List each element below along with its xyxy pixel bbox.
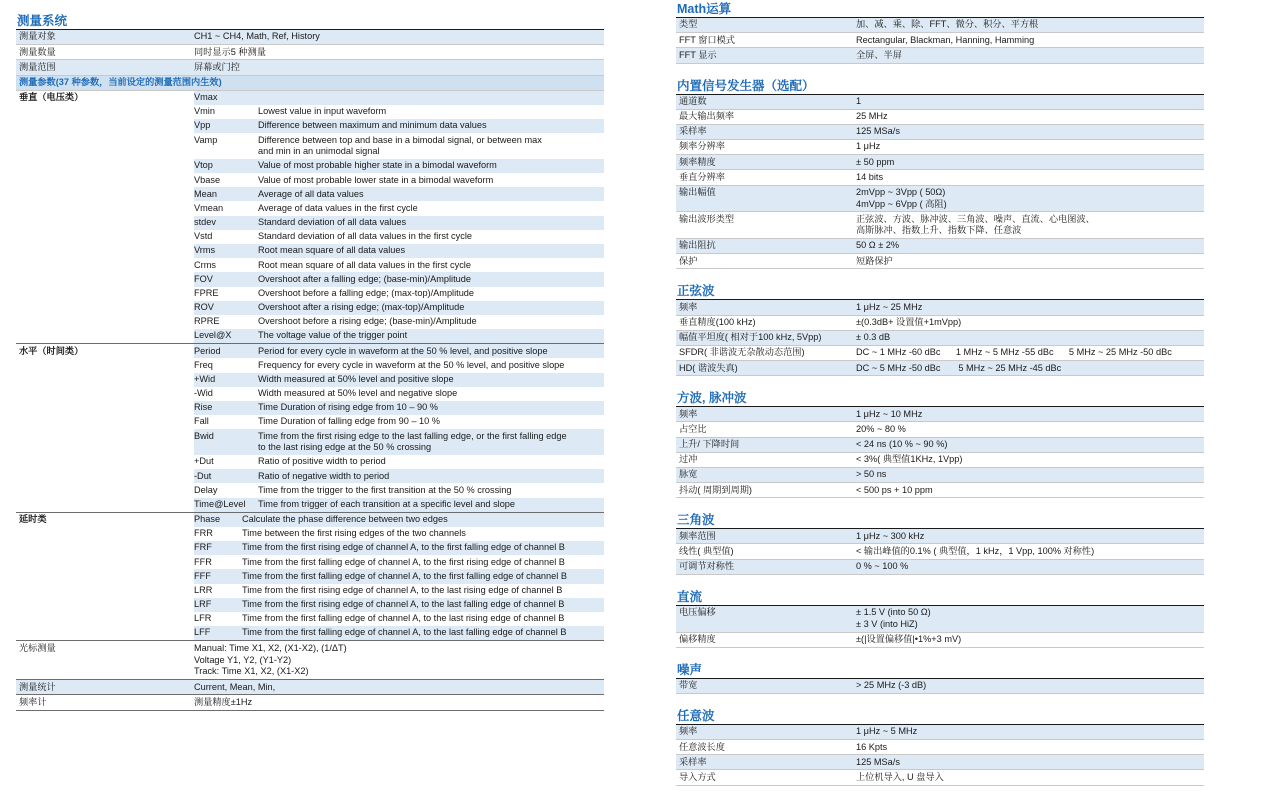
row-label: 频率精度 [679,156,716,167]
row-value: 正弦波、方波、脉冲波、三角波、噪声、直流、心电图波、 高斯脉冲、指数上升、指数下降、任意波 [856,213,1095,236]
section-gap [676,498,1204,512]
list-item [194,258,604,272]
row-value: ± 50 ppm [856,156,895,167]
list-item [194,187,604,201]
row-value: DC ~ 5 MHz -50 dBc 5 MHz ~ 25 MHz -45 dBc [856,362,1062,373]
table-row [676,529,1204,544]
param-description: Lowest value in input waveform [258,106,387,117]
row-value: 1 μHz ~ 5 MHz [856,726,918,737]
row-label: 偏移精度 [679,633,716,644]
row-label: 频率分辨率 [679,141,725,152]
table-row [676,254,1204,269]
param-description: Ratio of negative width to period [258,470,390,481]
list-item [194,483,604,497]
param-list [194,344,604,511]
param-description: The voltage value of the trigger point [258,330,408,341]
table-row [676,33,1204,48]
list-item [194,569,604,583]
table-row [676,544,1204,559]
param-name: Vmax [194,92,218,103]
param-description: Time Duration of rising edge from 10 – 90 % [258,402,438,413]
row-label: 频率 [679,408,698,419]
param-name: Vrms [194,245,216,256]
param-description: Value of most probable lower state in a bimodal waveform [258,174,494,185]
row-label: 采样率 [679,126,707,137]
measurement-params-table [16,91,604,642]
param-description: Time from the first falling edge of channel A, to the first falling edge of channel B [242,570,567,581]
row-label: 垂直分辨率 [679,171,725,182]
param-description: Average of all data values [258,188,364,199]
list-item [194,244,604,258]
row-value: 2mVpp ~ 3Vpp ( 50Ω) 4mVpp ~ 6Vpp ( 高阻) [856,186,947,209]
row-label: 测量范围 [19,61,56,72]
row-value: 同时显示5 种测量 [194,46,266,57]
param-description: Width measured at 50% level and positive slope [258,373,454,384]
param-group [16,91,604,345]
param-description: Calculate the phase difference between two edges [242,514,448,525]
row-label: 通道数 [679,95,707,106]
list-item [194,527,604,541]
row-value: ±(|设置偏移值|•1%+3 mV) [856,633,962,644]
param-description: Ratio of positive width to period [258,456,386,467]
row-value: CH1 ~ CH4, Math, Ref, History [194,31,320,42]
param-name: Rise [194,402,213,413]
param-group-name: 延时类 [19,514,47,525]
row-value: 20% ~ 80 % [856,423,906,434]
table-row [676,155,1204,170]
section-title: Math运算 [676,1,1204,18]
row-value: 上位机导入, U 盘导入 [856,771,944,782]
row-value: 16 Kpts [856,741,888,752]
param-name: stdev [194,217,216,228]
table-row [676,679,1204,694]
row-label: 测量统计 [19,681,56,692]
section-gap [676,376,1204,390]
row-label: 测量数量 [19,46,56,57]
param-name: LFF [194,627,211,638]
row-value: 测量精度±1Hz [194,696,253,707]
section-title: 直流 [676,589,1204,606]
table-row [676,755,1204,770]
row-value: > 25 MHz (-3 dB) [856,680,927,691]
list-item [194,216,604,230]
table-row [676,483,1204,498]
list-item [194,329,604,343]
table-row [676,212,1204,239]
row-value: ±(0.3dB+ 设置值+1mVpp) [856,316,962,327]
param-name: Level@X [194,330,232,341]
row-label: FFT 显示 [679,49,717,60]
param-name: FPRE [194,287,219,298]
section-gap [676,648,1204,662]
row-value: 加、减、乘、除、FFT、微分、积分、平方根 [856,19,1039,30]
param-description: Root mean square of all data values [258,245,406,256]
row-label: SFDR( 非谐波无杂散动态范围) [679,347,805,358]
list-item [194,469,604,483]
row-value: Current, Mean, Min, [194,681,276,692]
row-label: 类型 [679,19,698,30]
table-row [676,186,1204,213]
table-row [676,560,1204,575]
row-label: FFT 窗口模式 [679,34,735,45]
row-value: 25 MHz [856,111,888,122]
row-value: 屏幕或门控 [194,61,240,72]
table-row [676,422,1204,437]
spec-section [676,662,1204,694]
table-row [676,361,1204,376]
param-name: +Wid [194,373,216,384]
section-title: 内置信号发生器（选配） [676,78,1204,95]
param-name: Mean [194,188,217,199]
list-item [194,626,604,640]
row-label: HD( 谐波失真) [679,362,738,373]
param-description: Standard deviation of all data values [258,217,407,228]
row-value: ± 1.5 V (into 50 Ω) ± 3 V (into HiZ) [856,607,931,629]
param-name: -Wid [194,388,213,399]
row-label: 光标测量 [19,643,56,654]
row-label: 导入方式 [679,771,716,782]
list-item [194,119,604,133]
param-name: Fall [194,416,209,427]
param-description: Time from the first rising edge to the last falling edge, or the first falling edge to the last rising edge at the 50 % crossing [258,430,567,453]
list-item [194,429,604,455]
row-label: 线性( 典型值) [679,545,734,556]
param-name: Vpp [194,120,211,131]
param-description: Standard deviation of all data values in the first cycle [258,231,472,242]
param-name: FFR [194,556,212,567]
table-row [16,30,604,45]
list-item [194,105,604,119]
row-value: 1 [856,95,862,106]
param-description: Value of most probable higher state in a bimodal waveform [258,160,497,171]
param-description: Difference between maximum and minimum data values [258,120,487,131]
row-label: 最大输出频率 [679,111,735,122]
row-label: 带宽 [679,680,698,691]
cursor-measurement-row [16,641,604,680]
row-label: 测量对象 [19,31,56,42]
row-value: Rectangular, Blackman, Hanning, Hamming [856,34,1035,45]
table-row [16,695,604,710]
table-row [676,140,1204,155]
param-name: +Dut [194,456,214,467]
list-item [194,287,604,301]
param-name: Period [194,345,221,356]
param-name: Phase [194,514,221,525]
list-item [194,387,604,401]
table-row [676,95,1204,110]
row-value: ± 0.3 dB [856,332,891,343]
section-gap [676,575,1204,589]
param-name: Crms [194,259,216,270]
param-description: Time between the first rising edges of the two channels [242,528,466,539]
list-item [194,159,604,173]
list-item [194,373,604,387]
param-description: Time from the first rising edge of channel A, to the first falling edge of channel B [242,542,565,553]
param-name: ROV [194,302,214,313]
param-description: Overshoot after a falling edge; (base-min)/Amplitude [258,273,471,284]
row-label: 输出阻抗 [679,240,716,251]
table-row [16,680,604,695]
row-label: 脉宽 [679,469,698,480]
param-description: Time Duration of falling edge from 90 – 10 % [258,416,440,427]
param-description [258,92,604,104]
row-label: 任意波长度 [679,741,725,752]
row-label: 过冲 [679,454,698,465]
row-value: 14 bits [856,171,884,182]
spec-section [676,390,1204,498]
list-item [194,358,604,372]
row-value: 短路保护 [856,255,893,266]
param-description: Time from the first falling edge of channel A, to the first rising edge of channel B [242,556,565,567]
list-item [194,612,604,626]
row-value: > 50 ns [856,469,887,480]
spec-section [676,1,1204,64]
table-row [676,18,1204,33]
table-row [16,45,604,60]
param-name: -Dut [194,470,212,481]
row-value: DC ~ 1 MHz -60 dBc 1 MHz ~ 5 MHz -55 dBc 5 MHz ~ 25 MHz -50 dBc [856,347,1172,358]
param-description: Time from the first falling edge of channel A, to the last rising edge of channel B [242,613,565,624]
list-item [194,301,604,315]
measurement-basic-table [16,30,604,76]
table-row [676,770,1204,785]
row-label: 保护 [679,255,698,266]
row-value: < 3%( 典型值1KHz, 1Vpp) [856,454,963,465]
param-name: FOV [194,273,213,284]
row-label: 采样率 [679,756,707,767]
list-item [194,173,604,187]
row-label: 频率计 [19,696,47,707]
row-label: 频率 [679,726,698,737]
row-value: 125 MSa/s [856,756,900,767]
table-row [676,740,1204,755]
section-title: 三角波 [676,512,1204,529]
param-name: FFF [194,570,211,581]
param-description: Time from the first rising edge of channel A, to the last rising edge of channel B [242,584,563,595]
param-name: Vbase [194,174,221,185]
section-gap [676,694,1204,708]
param-group-name: 垂直（电压类） [19,92,84,103]
table-row [676,125,1204,140]
table-row [676,453,1204,468]
section-title: 正弦波 [676,283,1204,300]
list-item [194,230,604,244]
param-name: Vmin [194,106,215,117]
list-item [194,555,604,569]
spec-section [676,283,1204,376]
param-name: RPRE [194,316,220,327]
section-title: 方波, 脉冲波 [676,390,1204,407]
param-description: Overshoot before a falling edge; (max-top)/Amplitude [258,287,475,298]
spec-section [676,78,1204,270]
param-name: Vmean [194,202,224,213]
row-value: < 24 ns (10 % ~ 90 %) [856,439,948,450]
list-item [194,498,604,512]
table-row [676,407,1204,422]
params-header: 测量参数(37 种参数，当前设定的测量范围内生效) [16,76,604,91]
list-item [194,133,604,159]
row-label: 频率范围 [679,530,716,541]
row-value: < 输出峰值的0.1% ( 典型值，1 kHz，1 Vpp, 100% 对称性) [856,545,1095,556]
list-item [194,584,604,598]
list-item [194,344,604,358]
list-item [194,91,604,105]
param-name: Vamp [194,134,218,145]
table-row [16,60,604,75]
spec-section [676,589,1204,648]
row-label: 可调节对称性 [679,561,735,572]
spec-section [676,708,1204,786]
row-value: 50 Ω ± 2% [856,240,900,251]
row-value: 1 μHz ~ 300 kHz [856,530,925,541]
list-item [194,598,604,612]
measurement-tail-table [16,680,604,710]
param-name: FRR [194,528,213,539]
param-group [16,513,604,642]
row-value: 0 % ~ 100 % [856,561,909,572]
row-label: 输出波形类型 [679,213,735,224]
param-description: Difference between top and base in a bimodal signal, or between max and min in an unimodal signal [258,134,542,157]
row-value: 1 μHz ~ 10 MHz [856,408,923,419]
param-name: Delay [194,484,218,495]
param-name: FRF [194,542,212,553]
param-description: Time from the first falling edge of channel A, to the last falling edge of channel B [242,627,567,638]
section-title: 任意波 [676,708,1204,725]
row-value: 1 μHz ~ 25 MHz [856,301,923,312]
table-row [676,48,1204,63]
section-title-measurement: 测量系统 [16,13,604,30]
list-item [194,513,604,527]
param-name: Freq [194,359,213,370]
row-value: 全屏、半屏 [856,49,902,60]
row-label: 输出幅值 [679,186,716,197]
param-group [16,344,604,512]
list-item [194,401,604,415]
section-title: 噪声 [676,662,1204,679]
param-description: Width measured at 50% level and negative slope [258,388,458,399]
table-row [676,239,1204,254]
param-name: LFR [194,613,212,624]
row-value: < 500 ps + 10 ppm [856,484,933,495]
param-description: Average of data values in the first cycle [258,202,418,213]
table-row [676,633,1204,648]
table-row [676,110,1204,125]
list-item [194,315,604,329]
row-label: 电压偏移 [679,607,716,618]
list-item [194,272,604,286]
row-label: 占空比 [679,423,707,434]
param-name: Time@Level [194,498,246,509]
row-label: 频率 [679,301,698,312]
param-name: Vstd [194,231,213,242]
table-row [676,316,1204,331]
row-label: 抖动( 周期到周期) [679,484,752,495]
measurement-system-column [16,13,604,711]
list-item [194,415,604,429]
row-label: 上升/ 下降时间 [679,439,740,450]
param-list [194,91,604,344]
row-label: 垂直精度(100 kHz) [679,316,756,327]
table-row [676,331,1204,346]
table-row [676,468,1204,483]
param-name: Bwid [194,430,214,441]
param-description: Period for every cycle in waveform at the 50 % level, and positive slope [258,345,548,356]
signal-generator-column [676,1,1204,786]
param-description: Time from the trigger to the first transition at the 50 % crossing [258,484,512,495]
table-row [676,438,1204,453]
param-description: Frequency for every cycle in waveform at the 50 % level, and positive slope [258,359,565,370]
row-value: Manual: Time X1, X2, (X1-X2), (1/ΔT) Voltage Y1, Y2, (Y1-Y2) Track: Time X1, X2, (X1-X2) [194,643,347,677]
spec-section [676,512,1204,575]
param-name: LRR [194,584,213,595]
param-group-name: 水平（时间类） [19,345,84,356]
table-row [676,346,1204,361]
param-list [194,513,604,641]
list-item [194,201,604,215]
section-gap [676,269,1204,283]
table-row [676,170,1204,185]
param-description: Root mean square of all data values in the first cycle [258,259,471,270]
list-item [194,541,604,555]
table-row [676,606,1204,633]
table-row [676,725,1204,740]
list-item [194,455,604,469]
param-description: Time from the first rising edge of channel A, to the last falling edge of channel B [242,599,565,610]
param-name: LRF [194,599,212,610]
section-gap [676,64,1204,78]
param-description: Overshoot before a rising edge; (base-min)/Amplitude [258,316,477,327]
param-name: Vtop [194,160,213,171]
row-label: 幅值平坦度( 相对于100 kHz, 5Vpp) [679,332,822,343]
param-description: Time from trigger of each transition at a specific level and slope [258,498,516,509]
row-value: 125 MSa/s [856,126,900,137]
param-description: Overshoot after a rising edge; (max-top)/Amplitude [258,302,465,313]
table-row [676,300,1204,315]
row-value: 1 μHz [856,141,881,152]
